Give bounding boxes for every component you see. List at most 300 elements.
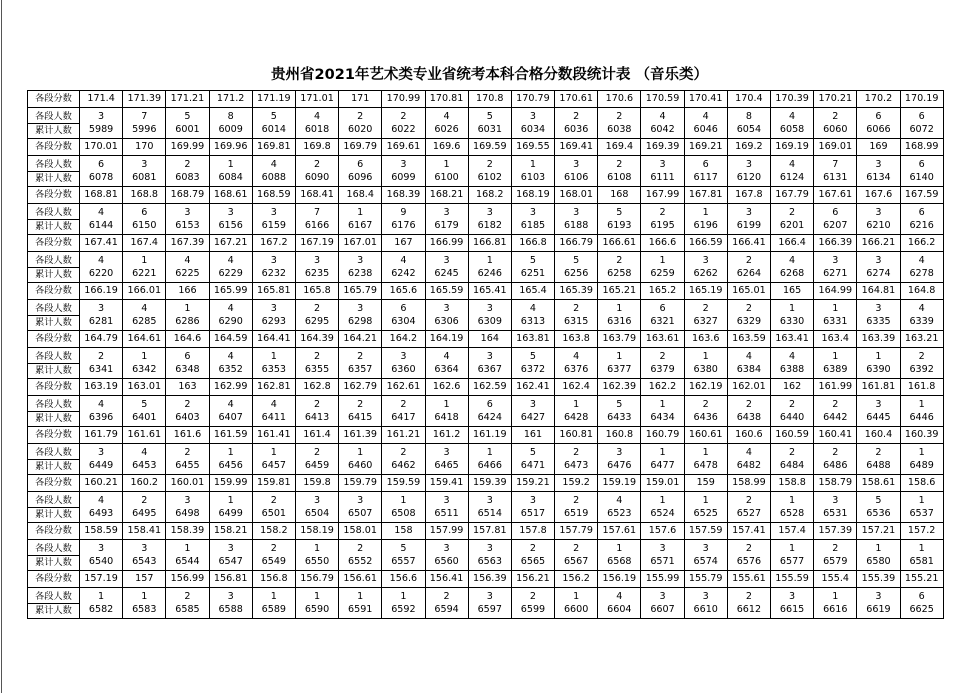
- cumulative-row: [28, 556, 944, 571]
- row-label: 累计人数: [28, 364, 80, 379]
- score-cell: 157.41: [727, 523, 770, 540]
- count-cell: 2: [555, 492, 598, 508]
- score-cell: 164.81: [857, 283, 900, 300]
- cumulative-cell: 6547: [209, 556, 252, 571]
- cumulative-row: [28, 124, 944, 139]
- cumulative-cell: 6484: [771, 460, 814, 475]
- score-row: [28, 427, 944, 444]
- cumulative-cell: 6495: [123, 508, 166, 523]
- count-cell: 5: [166, 108, 209, 124]
- cumulative-cell: 6245: [425, 268, 468, 283]
- count-cell: 3: [771, 588, 814, 604]
- cumulative-cell: 6625: [900, 604, 943, 619]
- count-cell: 3: [857, 204, 900, 220]
- score-cell: 162.41: [511, 379, 554, 396]
- cumulative-cell: 6392: [900, 364, 943, 379]
- row-label: 各段分数: [28, 235, 80, 252]
- score-cell: 160.59: [771, 427, 814, 444]
- count-cell: 6: [684, 156, 727, 172]
- cumulative-cell: 6262: [684, 268, 727, 283]
- score-cell: 158.8: [771, 475, 814, 492]
- score-cell: 161.6: [166, 427, 209, 444]
- score-cell: 161.2: [425, 427, 468, 444]
- count-cell: 3: [641, 156, 684, 172]
- cumulative-cell: 6103: [511, 172, 554, 187]
- count-row: [28, 540, 944, 556]
- count-cell: 3: [339, 492, 382, 508]
- count-cell: 3: [425, 252, 468, 268]
- score-cell: 166.2: [900, 235, 943, 252]
- score-cell: 163.4: [814, 331, 857, 348]
- cumulative-cell: 6242: [382, 268, 425, 283]
- count-cell: 6: [468, 396, 511, 412]
- cumulative-cell: 6456: [209, 460, 252, 475]
- count-cell: 3: [641, 540, 684, 556]
- cumulative-cell: 6417: [382, 412, 425, 427]
- row-label: 累计人数: [28, 124, 80, 139]
- count-cell: 3: [857, 588, 900, 604]
- score-cell: 169.41: [555, 139, 598, 156]
- cumulative-cell: 6339: [900, 316, 943, 331]
- cumulative-cell: 6009: [209, 124, 252, 139]
- score-cell: 161.79: [80, 427, 123, 444]
- cumulative-cell: 6446: [900, 412, 943, 427]
- score-cell: 167.59: [900, 187, 943, 204]
- count-cell: 4: [80, 204, 123, 220]
- count-cell: 5: [511, 252, 554, 268]
- cumulative-cell: 6193: [598, 220, 641, 235]
- score-cell: 166.01: [123, 283, 166, 300]
- count-cell: 2: [166, 444, 209, 460]
- count-cell: 1: [900, 444, 943, 460]
- cumulative-cell: 6615: [771, 604, 814, 619]
- cumulative-cell: 6616: [814, 604, 857, 619]
- score-cell: 160.79: [641, 427, 684, 444]
- cumulative-cell: 6579: [814, 556, 857, 571]
- score-cell: 157.4: [771, 523, 814, 540]
- count-cell: 1: [425, 156, 468, 172]
- score-cell: 166.59: [684, 235, 727, 252]
- count-cell: 3: [295, 492, 338, 508]
- count-cell: 3: [857, 156, 900, 172]
- count-cell: 6: [339, 156, 382, 172]
- count-cell: 1: [382, 588, 425, 604]
- cumulative-cell: 6403: [166, 412, 209, 427]
- cumulative-cell: 6493: [80, 508, 123, 523]
- score-cell: 165.8: [295, 283, 338, 300]
- count-cell: 1: [771, 300, 814, 316]
- count-cell: 9: [382, 204, 425, 220]
- score-cell: 170.61: [555, 91, 598, 108]
- count-cell: 2: [598, 252, 641, 268]
- score-cell: 159.01: [641, 475, 684, 492]
- score-cell: 168.59: [252, 187, 295, 204]
- cumulative-cell: 6588: [209, 604, 252, 619]
- count-cell: 1: [252, 348, 295, 364]
- cumulative-cell: 6316: [598, 316, 641, 331]
- score-cell: 159.8: [295, 475, 338, 492]
- score-cell: 166.19: [80, 283, 123, 300]
- row-label: 各段人数: [28, 348, 80, 364]
- count-cell: 2: [598, 108, 641, 124]
- cumulative-cell: 6038: [598, 124, 641, 139]
- score-cell: 164.8: [900, 283, 943, 300]
- cumulative-row: [28, 508, 944, 523]
- score-cell: 165.4: [511, 283, 554, 300]
- count-cell: 2: [814, 108, 857, 124]
- cumulative-cell: 6457: [252, 460, 295, 475]
- cumulative-cell: 6309: [468, 316, 511, 331]
- score-cell: 164.99: [814, 283, 857, 300]
- score-cell: 167.99: [641, 187, 684, 204]
- cumulative-cell: 6078: [80, 172, 123, 187]
- count-cell: 8: [209, 108, 252, 124]
- score-cell: 158.61: [857, 475, 900, 492]
- cumulative-cell: 6058: [771, 124, 814, 139]
- row-label: 各段分数: [28, 523, 80, 540]
- score-cell: 158: [382, 523, 425, 540]
- count-cell: 3: [425, 492, 468, 508]
- count-cell: 2: [814, 444, 857, 460]
- cumulative-cell: 6331: [814, 316, 857, 331]
- cumulative-cell: 6313: [511, 316, 554, 331]
- cumulative-cell: 6434: [641, 412, 684, 427]
- count-cell: 2: [252, 492, 295, 508]
- score-cell: 161.21: [382, 427, 425, 444]
- score-cell: 164: [468, 331, 511, 348]
- score-cell: 171.2: [209, 91, 252, 108]
- cumulative-cell: 6524: [641, 508, 684, 523]
- cumulative-cell: 6396: [80, 412, 123, 427]
- score-cell: 163.6: [684, 331, 727, 348]
- score-cell: 162.59: [468, 379, 511, 396]
- cumulative-cell: 6436: [684, 412, 727, 427]
- cumulative-cell: 6462: [382, 460, 425, 475]
- row-label: 各段人数: [28, 252, 80, 268]
- score-cell: 170.59: [641, 91, 684, 108]
- cumulative-cell: 6278: [900, 268, 943, 283]
- cumulative-cell: 6341: [80, 364, 123, 379]
- count-cell: 2: [425, 588, 468, 604]
- cumulative-cell: 6459: [295, 460, 338, 475]
- count-cell: 4: [166, 252, 209, 268]
- cumulative-row: [28, 268, 944, 283]
- count-cell: 5: [598, 396, 641, 412]
- row-label: 各段人数: [28, 156, 80, 172]
- cumulative-cell: 6256: [555, 268, 598, 283]
- count-cell: 3: [555, 156, 598, 172]
- count-cell: 1: [857, 348, 900, 364]
- count-cell: 3: [511, 396, 554, 412]
- score-cell: 160.81: [555, 427, 598, 444]
- score-cell: 169.55: [511, 139, 554, 156]
- score-cell: 161.19: [468, 427, 511, 444]
- score-cell: 169.39: [641, 139, 684, 156]
- cumulative-row: [28, 412, 944, 427]
- score-cell: 166.81: [468, 235, 511, 252]
- score-cell: 162.01: [727, 379, 770, 396]
- score-cell: 162.6: [425, 379, 468, 396]
- count-cell: 1: [641, 252, 684, 268]
- count-cell: 2: [123, 492, 166, 508]
- cumulative-cell: 6565: [511, 556, 554, 571]
- count-cell: 1: [252, 444, 295, 460]
- count-cell: 3: [814, 492, 857, 508]
- row-label: 各段分数: [28, 187, 80, 204]
- count-cell: 4: [900, 252, 943, 268]
- score-cell: 161.99: [814, 379, 857, 396]
- count-cell: 2: [511, 540, 554, 556]
- count-cell: 2: [252, 540, 295, 556]
- score-cell: 166.6: [641, 235, 684, 252]
- count-cell: 1: [295, 588, 338, 604]
- cumulative-cell: 6413: [295, 412, 338, 427]
- cumulative-cell: 6465: [425, 460, 468, 475]
- count-cell: 2: [727, 252, 770, 268]
- score-cell: 162.4: [555, 379, 598, 396]
- score-cell: 164.21: [339, 331, 382, 348]
- score-cell: 164.41: [252, 331, 295, 348]
- count-cell: 4: [771, 348, 814, 364]
- table-body: [28, 91, 944, 619]
- count-cell: 2: [555, 444, 598, 460]
- cumulative-cell: 5989: [80, 124, 123, 139]
- count-cell: 7: [295, 204, 338, 220]
- cumulative-cell: 6221: [123, 268, 166, 283]
- count-cell: 2: [814, 540, 857, 556]
- score-row: [28, 475, 944, 492]
- score-cell: 157.21: [857, 523, 900, 540]
- count-cell: 1: [209, 492, 252, 508]
- score-cell: 164.39: [295, 331, 338, 348]
- count-row: [28, 156, 944, 172]
- score-cell: 164.19: [425, 331, 468, 348]
- score-cell: 157.81: [468, 523, 511, 540]
- count-cell: 5: [468, 108, 511, 124]
- count-cell: 2: [641, 348, 684, 364]
- cumulative-cell: 6088: [252, 172, 295, 187]
- score-cell: 155.39: [857, 571, 900, 588]
- score-cell: 159.2: [555, 475, 598, 492]
- score-cell: 161: [511, 427, 554, 444]
- cumulative-cell: 6182: [468, 220, 511, 235]
- score-cell: 167.79: [771, 187, 814, 204]
- score-cell: 171.21: [166, 91, 209, 108]
- cumulative-cell: 6281: [80, 316, 123, 331]
- count-cell: 3: [425, 540, 468, 556]
- count-cell: 3: [166, 204, 209, 220]
- count-cell: 3: [80, 540, 123, 556]
- cumulative-cell: 6519: [555, 508, 598, 523]
- cumulative-row: [28, 316, 944, 331]
- cumulative-cell: 6167: [339, 220, 382, 235]
- cumulative-cell: 6453: [123, 460, 166, 475]
- cumulative-cell: 6072: [900, 124, 943, 139]
- cumulative-cell: 6377: [598, 364, 641, 379]
- cumulative-cell: 6342: [123, 364, 166, 379]
- score-cell: 156.39: [468, 571, 511, 588]
- score-cell: 165.21: [598, 283, 641, 300]
- score-cell: 168.21: [425, 187, 468, 204]
- cumulative-cell: 6042: [641, 124, 684, 139]
- cumulative-cell: 6585: [166, 604, 209, 619]
- count-cell: 5: [382, 540, 425, 556]
- count-cell: 1: [468, 252, 511, 268]
- count-cell: 1: [857, 540, 900, 556]
- cumulative-cell: 6321: [641, 316, 684, 331]
- score-cell: 161.41: [252, 427, 295, 444]
- score-cell: 158.6: [900, 475, 943, 492]
- count-cell: 1: [771, 492, 814, 508]
- cumulative-cell: 6563: [468, 556, 511, 571]
- cumulative-cell: 6517: [511, 508, 554, 523]
- cumulative-cell: 6166: [295, 220, 338, 235]
- cumulative-cell: 6428: [555, 412, 598, 427]
- score-cell: 168.2: [468, 187, 511, 204]
- row-label: 各段人数: [28, 300, 80, 316]
- cumulative-cell: 6577: [771, 556, 814, 571]
- score-cell: 167.4: [123, 235, 166, 252]
- cumulative-cell: 6084: [209, 172, 252, 187]
- score-cell: 163.39: [857, 331, 900, 348]
- count-cell: 2: [339, 396, 382, 412]
- count-cell: 3: [209, 204, 252, 220]
- count-row: [28, 300, 944, 316]
- cumulative-cell: 6355: [295, 364, 338, 379]
- cumulative-cell: 6259: [641, 268, 684, 283]
- count-cell: 2: [295, 348, 338, 364]
- count-cell: 2: [295, 396, 338, 412]
- count-cell: 4: [641, 108, 684, 124]
- cumulative-cell: 6501: [252, 508, 295, 523]
- cumulative-cell: 6466: [468, 460, 511, 475]
- cumulative-cell: 6034: [511, 124, 554, 139]
- score-cell: 161.59: [209, 427, 252, 444]
- score-cell: 155.4: [814, 571, 857, 588]
- score-cell: 169.2: [727, 139, 770, 156]
- cumulative-cell: 6537: [900, 508, 943, 523]
- score-cell: 158.01: [339, 523, 382, 540]
- score-cell: 163.59: [727, 331, 770, 348]
- score-cell: 164.59: [209, 331, 252, 348]
- score-cell: 165.19: [684, 283, 727, 300]
- score-cell: 169.99: [166, 139, 209, 156]
- count-cell: 2: [382, 396, 425, 412]
- score-row: [28, 91, 944, 108]
- cumulative-cell: 6298: [339, 316, 382, 331]
- cumulative-cell: 6081: [123, 172, 166, 187]
- cumulative-cell: 6612: [727, 604, 770, 619]
- score-cell: 155.59: [771, 571, 814, 588]
- count-cell: 3: [511, 492, 554, 508]
- count-cell: 3: [684, 588, 727, 604]
- score-cell: 166.8: [511, 235, 554, 252]
- cumulative-cell: 6066: [857, 124, 900, 139]
- count-cell: 2: [339, 348, 382, 364]
- score-cell: 162.8: [295, 379, 338, 396]
- cumulative-cell: 6304: [382, 316, 425, 331]
- score-cell: 168.79: [166, 187, 209, 204]
- count-cell: 4: [123, 444, 166, 460]
- cumulative-cell: 6380: [684, 364, 727, 379]
- score-cell: 168.41: [295, 187, 338, 204]
- cumulative-cell: 6550: [295, 556, 338, 571]
- count-cell: 2: [166, 588, 209, 604]
- count-cell: 3: [80, 444, 123, 460]
- score-cell: 158.2: [252, 523, 295, 540]
- page-left-border: [1, 0, 2, 693]
- cumulative-cell: 6478: [684, 460, 727, 475]
- score-cell: 170.6: [598, 91, 641, 108]
- cumulative-cell: 6401: [123, 412, 166, 427]
- score-cell: 171: [339, 91, 382, 108]
- row-label: 各段人数: [28, 396, 80, 412]
- count-cell: 6: [900, 156, 943, 172]
- count-cell: 1: [684, 204, 727, 220]
- row-label: 累计人数: [28, 508, 80, 523]
- score-cell: 170.99: [382, 91, 425, 108]
- cumulative-cell: 6229: [209, 268, 252, 283]
- count-cell: 1: [771, 540, 814, 556]
- score-cell: 169.96: [209, 139, 252, 156]
- score-cell: 162.19: [684, 379, 727, 396]
- score-cell: 164.2: [382, 331, 425, 348]
- score-cell: 168: [598, 187, 641, 204]
- cumulative-cell: 6306: [425, 316, 468, 331]
- score-cell: 165: [771, 283, 814, 300]
- row-label: 各段分数: [28, 379, 80, 396]
- score-cell: 169: [857, 139, 900, 156]
- score-cell: 155.99: [641, 571, 684, 588]
- row-label: 各段分数: [28, 139, 80, 156]
- cumulative-cell: 6460: [339, 460, 382, 475]
- score-cell: 155.61: [727, 571, 770, 588]
- count-cell: 3: [252, 252, 295, 268]
- score-cell: 168.81: [80, 187, 123, 204]
- score-cell: 157: [123, 571, 166, 588]
- count-cell: 2: [555, 540, 598, 556]
- cumulative-cell: 6568: [598, 556, 641, 571]
- count-cell: 2: [382, 108, 425, 124]
- count-cell: 2: [295, 444, 338, 460]
- cumulative-cell: 6293: [252, 316, 295, 331]
- score-row: [28, 523, 944, 540]
- cumulative-cell: 6238: [339, 268, 382, 283]
- cumulative-cell: 6619: [857, 604, 900, 619]
- count-cell: 2: [727, 396, 770, 412]
- cumulative-cell: 6523: [598, 508, 641, 523]
- score-cell: 161.8: [900, 379, 943, 396]
- cumulative-cell: 6476: [598, 460, 641, 475]
- score-cell: 169.6: [425, 139, 468, 156]
- count-cell: 3: [814, 252, 857, 268]
- count-cell: 3: [166, 492, 209, 508]
- count-cell: 3: [425, 204, 468, 220]
- count-cell: 3: [80, 300, 123, 316]
- count-cell: 6: [900, 588, 943, 604]
- count-cell: 3: [555, 204, 598, 220]
- cumulative-cell: 6216: [900, 220, 943, 235]
- score-cell: 171.4: [80, 91, 123, 108]
- count-cell: 4: [598, 588, 641, 604]
- count-cell: 4: [771, 156, 814, 172]
- cumulative-cell: 6372: [511, 364, 554, 379]
- score-cell: 162: [771, 379, 814, 396]
- score-row: [28, 571, 944, 588]
- cumulative-cell: 6390: [857, 364, 900, 379]
- cumulative-cell: 6536: [857, 508, 900, 523]
- score-row: [28, 139, 944, 156]
